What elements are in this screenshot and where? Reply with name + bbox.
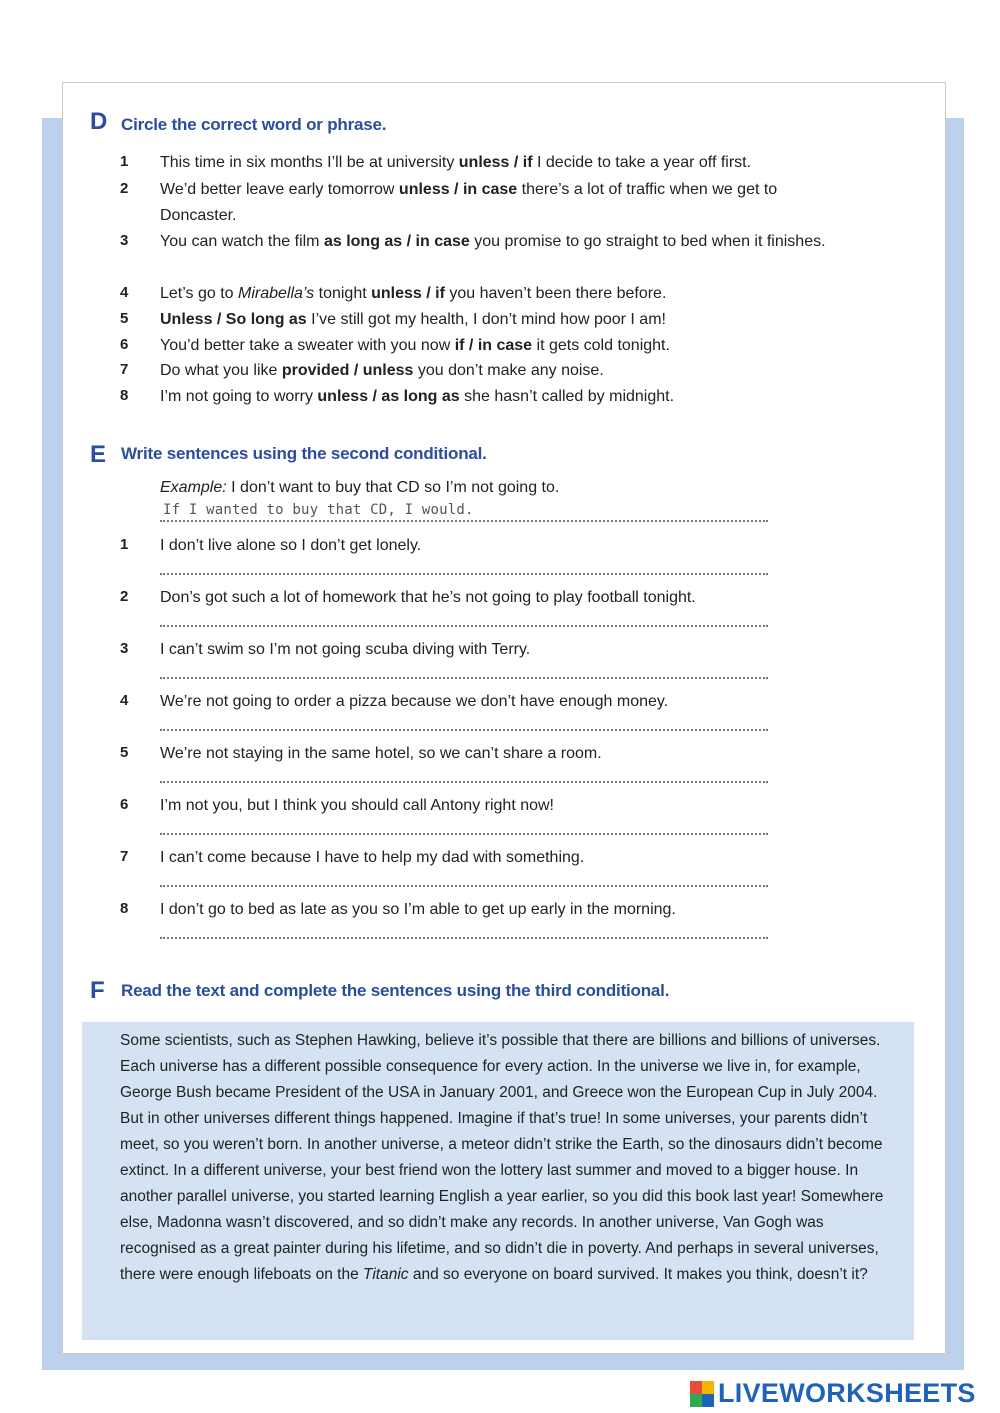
section-f-letter: F: [90, 977, 105, 1004]
section-e-title: Write sentences using the second conditional.: [121, 444, 487, 463]
item-number: 8: [120, 900, 129, 917]
item-number: 2: [120, 180, 129, 197]
sentence-start: We’d better leave early tomorrow: [160, 181, 399, 198]
word-choice[interactable]: if / in case: [454, 337, 533, 354]
item-number: 5: [120, 310, 129, 327]
sentence-start: Do what you like: [160, 362, 282, 379]
sentence-start: Let’s go to: [160, 285, 238, 302]
sentence-start: I’m not going to worry: [160, 388, 318, 405]
sentence-start: You can watch the film: [160, 233, 324, 250]
choice-sentence: [160, 177, 850, 229]
sentence-end: I decide to take a year off first.: [532, 154, 752, 171]
item-number: 3: [120, 232, 129, 249]
passage-titanic: Titanic: [363, 1266, 409, 1283]
choice-sentence: [160, 150, 860, 176]
choice-sentence: [160, 281, 860, 307]
word-choice[interactable]: unless / in case: [398, 181, 518, 198]
item-number: 6: [120, 796, 129, 813]
item-number: 1: [120, 153, 129, 170]
prompt-sentence: Don’s got such a lot of homework that he’s not going to play football tonight.: [160, 589, 696, 606]
choice-sentence: [160, 307, 860, 333]
word-choice[interactable]: unless / as long as: [317, 388, 460, 405]
item-number: 4: [120, 692, 129, 709]
example-text: I don’t want to buy that CD so I’m not going to.: [226, 479, 560, 496]
answer-line[interactable]: [160, 885, 768, 887]
item-number: 7: [120, 848, 129, 865]
sentence-start: You’d better take a sweater with you now: [160, 337, 455, 354]
choice-sentence: [160, 229, 850, 255]
answer-line[interactable]: [160, 677, 768, 679]
item-number: 3: [120, 640, 129, 657]
choice-sentence: [160, 333, 860, 359]
item-number: 7: [120, 361, 129, 378]
word-choice[interactable]: as long as / in case: [323, 233, 470, 250]
example-answer: If I wanted to buy that CD, I would.: [163, 502, 474, 518]
sentence-end: it gets cold tonight.: [532, 337, 670, 354]
item-number: 4: [120, 284, 129, 301]
answer-line[interactable]: [160, 833, 768, 835]
answer-line[interactable]: [160, 781, 768, 783]
item-number: 5: [120, 744, 129, 761]
word-choice[interactable]: Unless / So long as: [160, 311, 307, 328]
liveworksheets-brand: [690, 1378, 976, 1409]
section-f-title: Read the text and complete the sentences using the third conditional.: [121, 981, 670, 1000]
prompt-sentence: We’re not going to order a pizza because we don’t have enough money.: [160, 693, 669, 710]
prompt-sentence: I don’t live alone so I don’t get lonely.: [160, 537, 422, 554]
prompt-sentence: I’m not you, but I think you should call Antony right now!: [160, 797, 554, 814]
word-choice[interactable]: provided / unless: [281, 362, 414, 379]
word-choice[interactable]: unless / if: [371, 285, 445, 302]
logo-square: [702, 1381, 714, 1394]
answer-line[interactable]: [160, 625, 768, 627]
example-sentence: [160, 479, 559, 497]
place-name: Mirabella’s: [237, 285, 315, 302]
section-e-letter: E: [90, 441, 107, 468]
example-label: Example:: [160, 479, 227, 496]
example-answer-line: [160, 520, 768, 522]
choice-sentence: [160, 384, 860, 410]
sentence-end: I’ve still got my health, I don’t mind how poor I am!: [306, 311, 666, 328]
reading-passage-box: [82, 1022, 914, 1340]
sentence-end: there’s a lot of traffic when we get to Doncaster.: [160, 181, 778, 224]
prompt-sentence: I don’t go to bed as late as you so I’m able to get up early in the morning.: [160, 901, 676, 918]
item-number: 8: [120, 387, 129, 404]
item-number: 1: [120, 536, 129, 553]
logo-square: [690, 1394, 702, 1407]
sentence-end: you promise to go straight to bed when it finishes.: [469, 233, 826, 250]
liveworksheets-logo-icon: [690, 1381, 714, 1407]
prompt-sentence: We’re not staying in the same hotel, so we can’t share a room.: [160, 745, 602, 762]
prompt-sentence: I can’t swim so I’m not going scuba diving with Terry.: [160, 641, 531, 658]
sentence-end: you haven’t been there before.: [444, 285, 667, 302]
item-number: 6: [120, 336, 129, 353]
passage-part-a: Some scientists, such as Stephen Hawking, believe it’s possible that there are billions and billions of universes. Each universe has a different possible consequence for every action. In the universe we live in, for example, George Bush became President of the USA in January 2001, and Greece won the European Cup in July 2004. But in other universes different things happened. Imagine if that’s true! In some universes, your parents didn’t meet, so you weren’t born. In another universe, a meteor didn’t strike the Earth, so the dinosaurs didn’t become extinct. In a different universe, your best friend won the lottery last summer and moved to a bigger house. In another parallel universe, you started learning English a year earlier, so you did this book last year! Somewhere else, Madonna wasn’t discovered, and so didn’t make any records. In another universe, Van Gogh was recognised as a great painter during his lifetime, and so didn’t die in poverty. And perhaps in several universes, there were enough lifeboats on the: [120, 1032, 884, 1283]
answer-line[interactable]: [160, 729, 768, 731]
prompt-sentence: I can’t come because I have to help my dad with something.: [160, 849, 585, 866]
logo-square: [702, 1394, 714, 1407]
section-d-letter: D: [90, 108, 108, 135]
sentence-end: she hasn’t called by midnight.: [459, 388, 675, 405]
reading-passage: [120, 1028, 894, 1288]
passage-part-b: and so everyone on board survived. It makes you think, doesn’t it?: [408, 1266, 868, 1283]
brand-name: LIVEWORKSHEETS: [718, 1378, 976, 1408]
section-d-title: Circle the correct word or phrase.: [121, 115, 387, 134]
sentence-middle: tonight: [314, 285, 372, 302]
logo-square: [690, 1381, 702, 1394]
word-choice[interactable]: unless / if: [458, 154, 533, 171]
item-number: 2: [120, 588, 129, 605]
choice-sentence: [160, 358, 860, 384]
answer-line[interactable]: [160, 573, 768, 575]
sentence-end: you don’t make any noise.: [413, 362, 604, 379]
answer-line[interactable]: [160, 937, 768, 939]
sentence-start: This time in six months I’ll be at university: [160, 154, 459, 171]
